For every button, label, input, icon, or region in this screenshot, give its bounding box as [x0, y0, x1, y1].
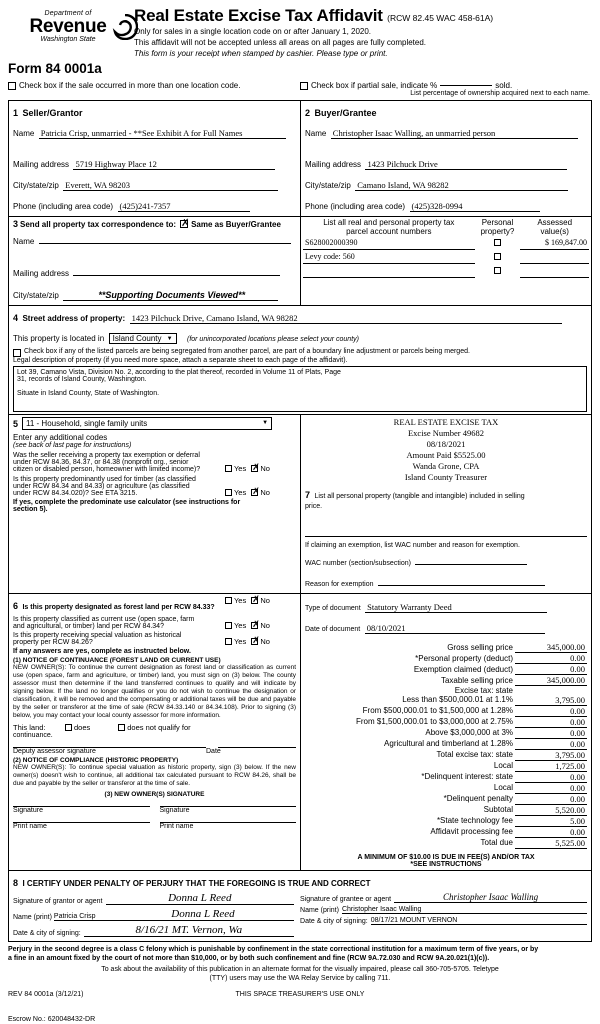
seller-phone-value[interactable]: (425)241-7357	[118, 201, 250, 212]
section6-ifany: If any answers are yes, complete as instructed below.	[13, 648, 191, 655]
s6-q1-no-label: No	[260, 596, 270, 605]
tax-value-10[interactable]: 3,795.00	[515, 749, 587, 760]
personal-header-line2: property?	[480, 227, 515, 236]
corr-name-label: Name	[13, 237, 35, 246]
stamp-line-1: REAL ESTATE EXCISE TAX	[393, 417, 499, 427]
property-section-number: 4	[13, 313, 19, 323]
buyer-city-value[interactable]: Camano Island, WA 98282	[355, 180, 568, 191]
parcel-header-cell	[303, 218, 475, 236]
table-row	[305, 664, 587, 675]
q2-line1: Is this property predominantly used for timber (as classified	[13, 476, 196, 483]
tax-value-4	[515, 686, 587, 695]
assessed-value-2[interactable]	[520, 264, 589, 278]
wac-reference: (RCW 82.45 WAC 458-61A)	[387, 13, 494, 23]
tax-label-9: Agricultural and timberland at 1.28%	[384, 739, 513, 748]
buyer-mail-value[interactable]: 1423 Pilchuck Drive	[365, 159, 567, 170]
reason-label: Reason for exemption	[305, 581, 374, 588]
table-row	[303, 236, 589, 250]
tax-label-8: Above $3,000,000 at 3%	[425, 728, 513, 737]
q1-yes-label: Yes	[233, 464, 247, 473]
seller-heading: Seller/Grantor	[22, 108, 83, 118]
grantor-print-value[interactable]: Donna L Reed	[112, 908, 294, 921]
tax-value-16[interactable]: 5.00	[515, 815, 587, 826]
tax-label-13: Local	[493, 783, 513, 792]
seller-mail-value[interactable]: 5719 Highway Place 12	[73, 159, 275, 170]
additional-codes-label: Enter any additional codes	[13, 433, 108, 442]
stamp-line-2: Excise Number 49682	[407, 428, 484, 438]
table-row	[305, 837, 587, 848]
personal-checkbox-cell-2[interactable]	[475, 264, 521, 278]
table-row	[305, 760, 587, 771]
seller-section	[9, 101, 301, 216]
tax-label-5: Less than $500,000.01 at 1.1%	[402, 695, 513, 705]
legal-line-3: Situate in Island County, State of Washington.	[17, 390, 160, 397]
stamp-line-6: Island County Treasurer	[404, 472, 488, 482]
signature-label-1: Signature	[13, 807, 43, 814]
partial-sale-checkbox-row[interactable]	[300, 81, 592, 90]
deputy-assessor-label: Deputy assessor signature	[13, 748, 96, 755]
table-row	[305, 793, 587, 804]
parcel-section	[301, 217, 591, 305]
table-row	[305, 738, 587, 749]
table-row	[305, 815, 587, 826]
table-row	[305, 782, 587, 793]
q1-no-checkbox[interactable]: ✗	[252, 462, 260, 472]
assessed-header-line1: Assessed	[537, 218, 573, 227]
assessed-header-line2: value(s)	[540, 227, 569, 236]
table-row	[305, 653, 587, 664]
tax-label-18: Total due	[480, 838, 513, 847]
property-address-section	[9, 305, 591, 414]
seller-mail-label: Mailing address	[13, 160, 70, 169]
tax-label-0: Gross selling price	[447, 642, 513, 652]
q2-no-label: No	[260, 488, 270, 497]
section6-q1: Is this property designated as forest land per RCW 84.33?	[22, 604, 215, 611]
escrow-value: 620048432-DR	[47, 1015, 96, 1023]
minimum-due-line2: *SEE INSTRUCTIONS	[410, 860, 482, 868]
buyer-name-value[interactable]: Christopher Isaac Walling, an unmarried person	[331, 128, 578, 139]
tax-value-8[interactable]: 0.00	[515, 727, 587, 738]
q1-no-label: No	[260, 464, 270, 473]
q3-line2: section 5).	[13, 506, 48, 513]
assessed-value-1[interactable]	[520, 250, 589, 264]
thisland-label: This land:	[13, 723, 46, 732]
agency-logo	[8, 6, 128, 43]
grantor-print-pre: Patricia Crisp	[54, 913, 112, 921]
grantee-print-label: Name (print)	[300, 906, 339, 914]
buyer-mail-label: Mailing address	[305, 160, 362, 169]
county-select-value: Island County	[112, 334, 162, 343]
tax-label-11: Local	[493, 761, 513, 770]
document-type-label: Type of document	[305, 605, 361, 612]
certification-section	[9, 870, 591, 941]
tax-label-4: Excise tax: state	[454, 685, 513, 695]
section6-q3-line1: Is this property receiving special valuation as historical	[13, 632, 182, 639]
stamp-line-4: Amount Paid $5525.00	[406, 450, 486, 460]
correspondence-heading: Send all property tax correspondence to:	[20, 219, 177, 229]
s6-q3-answer[interactable]	[225, 637, 289, 646]
tax-value-12[interactable]: 0.00	[515, 771, 587, 782]
buyer-phone-label: Phone (including area code)	[305, 202, 406, 211]
s6-q3-yes-label: Yes	[233, 637, 247, 646]
table-row	[305, 695, 587, 706]
table-row	[305, 686, 587, 695]
segregation-label: Check box if any of the listed parcels are being segregated from another parcel, are part of a boundary line adjustment or parcels being merged.	[24, 348, 470, 355]
tax-value-11[interactable]: 1,725.00	[515, 760, 587, 771]
land-use-code-value: 11 - Household, single family units	[26, 419, 148, 428]
q2-no-checkbox[interactable]: ✗	[252, 486, 260, 496]
table-row	[305, 642, 587, 653]
q1-line2: under RCW 84.36, 84.37, or 84.38 (nonprofit org., senior	[13, 459, 189, 466]
corr-city-value[interactable]: **Supporting Documents Viewed**	[63, 290, 278, 301]
personal-checkbox-cell-0[interactable]	[475, 236, 521, 250]
section7-and-stamp	[301, 415, 591, 593]
does-label: does	[74, 723, 91, 732]
stamp-line-5: Wanda Grone, CPA	[412, 461, 480, 471]
q2-answer[interactable]	[225, 488, 289, 497]
table-row	[305, 705, 587, 716]
swirl-icon	[112, 14, 138, 40]
section8-number: 8	[13, 877, 19, 888]
tax-value-9[interactable]: 0.00	[515, 738, 587, 749]
partial-sale-checkbox[interactable]	[300, 82, 308, 90]
document-type-value[interactable]: Statutory Warranty Deed	[365, 602, 547, 613]
personal-checkbox-cell-1[interactable]	[475, 250, 521, 264]
agency-state: Washington State	[40, 36, 96, 43]
section7-heading-2: price.	[305, 503, 323, 510]
header-line-3: This form is your receipt when stamped by cashier. Please type or print.	[134, 49, 388, 58]
grantor-date-value[interactable]: 8/16/21 MT. Vernon, Wa	[84, 924, 294, 937]
reason-input[interactable]	[378, 585, 545, 586]
buyer-section	[301, 101, 591, 216]
affidavit-body	[8, 100, 592, 942]
table-row	[303, 250, 589, 264]
tax-value-5[interactable]: 3,795.00	[515, 695, 587, 706]
s6-q1-yes-label: Yes	[233, 596, 247, 605]
grantee-date-label: Date & city of signing:	[300, 917, 368, 925]
continuance-label: continuance.	[13, 732, 53, 739]
land-use-code-select[interactable]	[22, 417, 272, 430]
corr-city-label: City/state/zip	[13, 291, 59, 300]
table-row	[305, 749, 587, 760]
legal-description-instruction: Legal description of property (if you need more space, attach a separate sheet to each page of the affidavit).	[13, 357, 348, 364]
tax-label-3: Taxable selling price	[440, 675, 513, 685]
q1-yes-checkbox[interactable]	[225, 465, 232, 472]
located-note: (for unincorporated locations please select your county)	[186, 336, 359, 343]
section7-heading-1: List all personal property (tangible and intangible) included in selling	[314, 493, 525, 500]
buyer-heading: Buyer/Grantee	[314, 108, 377, 118]
corr-name-value[interactable]	[39, 243, 291, 244]
s6-q2-yes-label: Yes	[233, 621, 247, 630]
same-as-buyer-label: Same as Buyer/Grantee	[191, 219, 281, 229]
s6-q1-answer[interactable]	[225, 596, 289, 614]
seller-city-value[interactable]: Everett, WA 98203	[63, 180, 278, 191]
document-date-label: Date of document	[305, 626, 361, 633]
s6-q2-no-label: No	[260, 621, 270, 630]
tax-label-12: *Delinquent interest: state	[421, 772, 513, 781]
s6-q1-yes-checkbox[interactable]	[225, 597, 232, 604]
grantor-print-label: Name (print)	[13, 913, 52, 921]
minimum-due-line1: A MINIMUM OF $10.00 IS DUE IN FEE(S) AND/OR TAX	[357, 853, 535, 861]
seller-city-label: City/state/zip	[13, 181, 59, 190]
table-row	[305, 675, 587, 686]
personal-checkbox-2[interactable]	[494, 267, 501, 274]
parcel-number-0[interactable]: S628002000390	[303, 236, 475, 250]
notice2-title: (2) NOTICE OF COMPLIANCE (HISTORIC PROPERTY)	[13, 757, 179, 764]
use-code-section	[9, 415, 301, 593]
q2-yes-checkbox[interactable]	[225, 489, 232, 496]
tax-table	[305, 642, 587, 849]
tax-value-6[interactable]: 0.00	[515, 705, 587, 716]
buyer-section-number: 2	[305, 108, 311, 118]
certification-heading: I CERTIFY UNDER PENALTY OF PERJURY THAT THE FOREGOING IS TRUE AND CORRECT	[22, 878, 371, 888]
s6-q2-yes-checkbox[interactable]	[225, 622, 232, 629]
tax-calculation-section	[301, 594, 591, 870]
parcel-table	[303, 218, 589, 278]
buyer-city-label: City/state/zip	[305, 181, 351, 190]
seller-phone-label: Phone (including area code)	[13, 202, 114, 211]
tax-value-18[interactable]: 5,525.00	[515, 837, 587, 848]
tax-label-7: From $1,500,000.01 to $3,000,000 at 2.75%	[355, 717, 513, 726]
does-not-label: does not qualify for	[127, 723, 191, 732]
s6-q3-no-label: No	[260, 637, 270, 646]
property-address-label: Street address of property:	[22, 314, 126, 323]
personal-property-input-1[interactable]	[305, 524, 587, 537]
notice1-body: NEW OWNER(S): To continue the current designation as forest land or classification as current use (open space, farm and agriculture, or timber) land, you must sign on (3) below. The county assessor must then determine if the land transferred continues to qualify and will indicate by signing below. If the land no longer qualifies or you do not wish to continue the designation or classification, it will be removed and the compensating or additional taxes will be due and payable by the seller or transferor at the time of sale (RCW 84.33.140 or 84.34.108). Prior to signing (3) below, you may contact your local county assessor for more information.	[13, 664, 296, 719]
q1-answer[interactable]	[225, 464, 289, 473]
tax-value-14[interactable]: 0.00	[515, 793, 587, 804]
header-line-2: This affidavit will not be accepted unless all areas on all pages are fully completed.	[134, 38, 427, 47]
tax-label-10: Total excise tax: state	[436, 750, 513, 759]
perjury-line-1: Perjury in the second degree is a class C felony which is punishable by confinement in the state correctional institution for a maximum term of five years, or by	[8, 945, 539, 953]
grantor-signature-label: Signature of grantor or agent	[13, 897, 103, 905]
tax-value-13[interactable]: 0.00	[515, 782, 587, 793]
wac-number-label: WAC number (section/subsection)	[305, 560, 411, 567]
rev-number: REV 84 0001a (3/12/21)	[8, 990, 84, 998]
tax-value-0[interactable]: 345,000.00	[515, 642, 587, 653]
ada-line-2: (TTY) users may use the WA Relay Service by calling 711.	[209, 974, 391, 982]
assessed-header-cell	[520, 218, 589, 236]
tax-label-1: *Personal property (deduct)	[415, 653, 513, 663]
grantee-print-value[interactable]: Christopher Isaac Walling	[342, 906, 587, 914]
tax-label-2: Exemption claimed (deduct)	[413, 664, 513, 674]
personal-header-cell	[475, 218, 521, 236]
located-in-label: This property is located in	[13, 334, 105, 343]
partial-sale-label: Check box if partial sale, indicate %	[311, 81, 438, 90]
parcel-table-header	[303, 218, 589, 236]
printname-label-1: Print name	[13, 823, 47, 830]
tax-label-15: Subtotal	[483, 805, 513, 814]
tax-value-17[interactable]: 0.00	[515, 826, 587, 837]
parcel-number-2[interactable]	[303, 264, 475, 278]
treasurer-stamp	[305, 417, 587, 483]
parcel-header-line1: List all real and personal property tax	[323, 218, 455, 227]
partial-percent-input[interactable]	[440, 85, 492, 86]
section6	[9, 594, 301, 870]
partial-sale-tail: sold.	[495, 81, 513, 90]
legal-line-1: Lot 39, Camano Vista, Division No. 2, according to the plat thereof, recorded in Volume 11 of Plats, Page	[17, 369, 341, 376]
seller-name-value[interactable]: Patricia Crisp, unmarried - **See Exhibit A for Full Names	[39, 128, 286, 139]
notice2-body: NEW OWNER(S): To continue special valuation as historic property, sign (3) below. If the new owner(s) doesn't wish to continue, all additional tax calculated pursuant to RCW 84.26, shall be due and payable by the seller or transferor at the time of sale.	[13, 764, 296, 787]
section7-number: 7	[305, 490, 311, 500]
agency-dept-label: Department of	[44, 10, 92, 17]
tax-label-6: From $500,000.01 to $1,500,000 at 1.28%	[362, 706, 513, 715]
buyer-name-label: Name	[305, 129, 327, 138]
section6-q2-line2: and agricultural, or timber) land per RCW 84.34?	[13, 623, 164, 630]
legal-description-box[interactable]	[13, 366, 587, 412]
correspondence-section-number: 3	[13, 219, 19, 229]
correspondence-section	[9, 217, 301, 305]
does-qualify-checkbox[interactable]	[65, 724, 72, 731]
footer	[8, 945, 592, 983]
tax-value-1[interactable]: 0.00	[515, 653, 587, 664]
document-date-value[interactable]: 08/10/2021	[365, 623, 545, 634]
ada-line-1: To ask about the availability of this publication in an alternate format for the visually impaired, please call 360-705-5705. Teletype	[101, 965, 499, 973]
tax-value-2[interactable]: 0.00	[515, 664, 587, 675]
printname-label-2: Print name	[159, 823, 194, 830]
section6-q2-line1: Is this property classified as current use (open space, farm	[13, 616, 195, 623]
use-code-section-number: 5	[13, 418, 19, 429]
table-row	[305, 716, 587, 727]
form-number: Form 84 0001a	[8, 61, 102, 76]
grantor-signature-value[interactable]: Donna L Reed	[106, 892, 295, 905]
notice1-title: (1) NOTICE OF CONTINUANCE (FOREST LAND OR CURRENT USE)	[13, 657, 221, 664]
corr-mail-label: Mailing address	[13, 269, 70, 278]
tax-value-7[interactable]: 0.00	[515, 716, 587, 727]
s6-q2-answer[interactable]	[225, 621, 289, 630]
county-select[interactable]	[109, 333, 177, 344]
grantee-signature-label: Signature of grantee or agent	[300, 895, 392, 903]
table-row	[305, 771, 587, 782]
s6-q3-yes-checkbox[interactable]	[225, 638, 232, 645]
same-as-buyer-checkbox[interactable]: ✗	[181, 218, 190, 229]
ownership-note: List percentage of ownership acquired next to each name.	[410, 90, 590, 97]
perjury-line-2: a fine in an amount fixed by the court of not more than $10,000, or by both such confinement and fine (RCW 9A.72.030 and RCW 9A.20.021(1)(c)).	[8, 954, 490, 962]
notice3-title: (3) NEW OWNER(S) SIGNATURE	[104, 791, 205, 798]
parcel-number-1[interactable]: Levy code: 560	[303, 250, 475, 264]
grantor-date-label: Date & city of signing:	[13, 929, 81, 937]
q2-line2: under RCW 84.34 and 84.33) or agriculture (as classified	[13, 483, 190, 490]
grantee-date-value[interactable]: 08/17/21 MOUNT VERNON	[371, 917, 587, 925]
treasurer-use-label: THIS SPACE TREASURER'S USE ONLY	[235, 990, 365, 998]
corr-mail-value[interactable]	[73, 275, 280, 276]
s6-q2-no-checkbox[interactable]: ✗	[252, 619, 260, 629]
page-title: Real Estate Excise Tax Affidavit	[134, 6, 383, 25]
seller-section-number: 1	[13, 108, 19, 118]
does-not-qualify-checkbox[interactable]	[118, 724, 125, 731]
multi-location-checkbox[interactable]	[8, 82, 16, 90]
table-row	[305, 826, 587, 837]
parcel-header-line2: parcel account numbers	[346, 227, 432, 236]
tax-value-15[interactable]: 5,520.00	[515, 804, 587, 815]
tax-label-14: *Delinquent penalty	[443, 794, 513, 803]
section6-number: 6	[13, 601, 19, 611]
seller-name-label: Name	[13, 129, 35, 138]
signature-label-2: Signature	[159, 807, 190, 814]
q1-line3: citizen or disabled person, homeowner with limited income)?	[13, 466, 201, 473]
table-row	[303, 264, 589, 278]
assessed-value-0[interactable]: $ 169,847.00	[520, 236, 589, 250]
escrow-label: Escrow No.:	[8, 1015, 46, 1023]
additional-codes-note: (see back of last page for instructions)	[13, 442, 132, 449]
section6-q3-line2: property per RCW 84.26?	[13, 639, 93, 646]
chevron-down-icon: ▼	[166, 336, 173, 342]
multi-location-checkbox-row[interactable]	[8, 81, 300, 90]
property-address-value[interactable]: 1423 Pilchuck Drive, Camano Island, WA 98282	[130, 313, 562, 324]
s6-q3-no-checkbox[interactable]: ✗	[252, 635, 260, 645]
personal-header-line1: Personal	[481, 218, 514, 227]
table-row	[305, 727, 587, 738]
legal-line-2: 31, records of Island County, Washington.	[17, 376, 147, 383]
deputy-date-label: Date	[206, 748, 221, 755]
exemption-claim-note: If claiming an exemption, list WAC number and reason for exemption.	[305, 542, 520, 549]
q1-line1: Was the seller receiving a property tax exemption or deferral	[13, 452, 200, 459]
segregation-checkbox[interactable]	[13, 349, 21, 357]
document-header	[8, 6, 592, 59]
wac-number-input[interactable]	[415, 564, 527, 565]
header-line-1: Only for sales in a single location code on or after January 1, 2020.	[134, 27, 372, 36]
grantee-signature-value[interactable]: Christopher Isaac Walling	[394, 892, 587, 903]
q3-line1: If yes, complete the predominate use calculator (see instructions for	[13, 499, 241, 506]
multi-location-label: Check box if the sale occurred in more than one location code.	[19, 81, 241, 90]
table-row	[305, 804, 587, 815]
q2-line3: under RCW 84.34.020)? See ETA 3215.	[13, 490, 138, 497]
stamp-line-3: 08/18/2021	[426, 439, 466, 449]
personal-checkbox-0[interactable]	[494, 239, 501, 246]
s6-q1-no-checkbox[interactable]: ✗	[252, 594, 260, 604]
tax-label-17: Affidavit processing fee	[430, 827, 513, 836]
q2-yes-label: Yes	[233, 488, 247, 497]
tax-value-3[interactable]: 345,000.00	[515, 675, 587, 686]
buyer-phone-value[interactable]: (425)328-0994	[410, 201, 540, 212]
chevron-down-icon: ▼	[262, 420, 269, 426]
personal-checkbox-1[interactable]	[494, 253, 501, 260]
tax-label-16: *State technology fee	[436, 816, 513, 825]
agency-name: Revenue	[29, 16, 107, 37]
